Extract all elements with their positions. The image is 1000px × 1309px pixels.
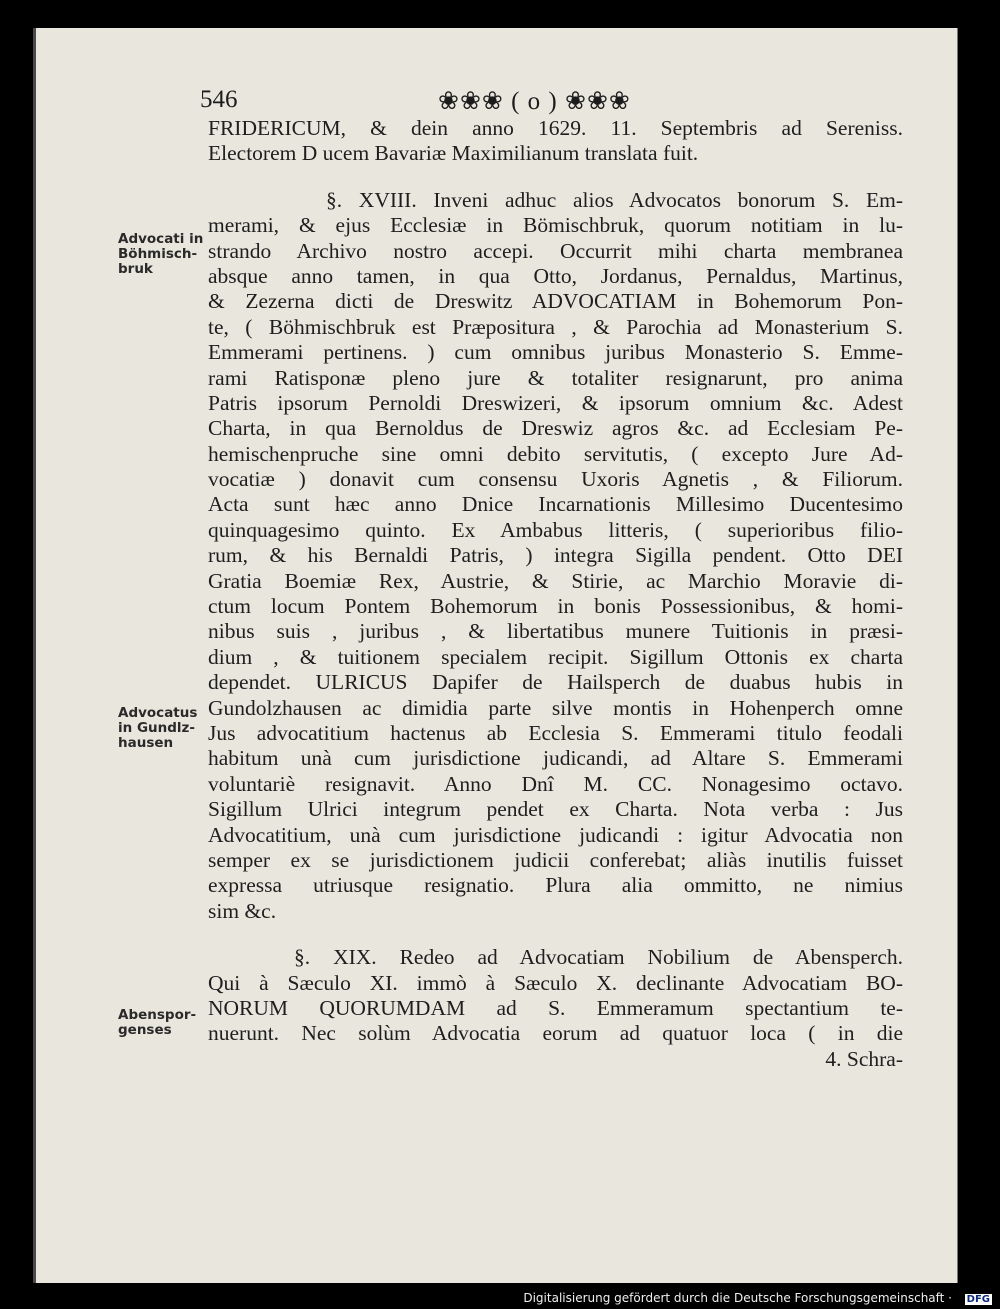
text-line: ctum locum Pontem Bohemorum in bonis Possessionibus, & homi- — [208, 594, 903, 619]
text-line: & Zezerna dicti de Dreswitz ADVOCATIAM in Bohemorum Pon- — [208, 289, 903, 314]
text-line: §. XIX. Redeo ad Advocatiam Nobilium de Abensperch. — [294, 945, 903, 970]
text-line: Jus advocatitium hactenus ab Ecclesia S. Emmerami titulo feodali — [208, 720, 903, 745]
text-line: NORUM QUORUMDAM ad S. Emmeramum spectantium te- — [208, 995, 903, 1020]
text-line: sim &c. — [208, 898, 277, 923]
text-line: hemischenpruche sine omni debito servitutis, ( excepto Jure Ad- — [208, 441, 903, 466]
text-line: Qui à Sæculo XI. immò à Sæculo X. declinante Advocatiam BO- — [208, 970, 903, 995]
text-line: Acta sunt hæc anno Dnice Incarnationis Millesimo Ducentesimo — [208, 492, 903, 517]
text-line: Charta, in qua Bernoldus de Dreswiz agros &c. ad Ecclesiam Pe- — [208, 416, 903, 441]
body-text — [208, 116, 903, 1072]
footer-bar — [0, 1283, 1000, 1309]
text-line: §. XVIII. Inveni adhuc alios Advocatos bonorum S. Em- — [326, 187, 903, 212]
header-ornament: ❀❀❀ ( o ) ❀❀❀ — [438, 88, 631, 115]
text-line: rum, & his Bernaldi Patris, ) integra Sigilla pendent. Otto DEI — [208, 543, 903, 568]
text-line: Gratia Boemiæ Rex, Austrie, & Stirie, ac Marchio Moravie di- — [208, 568, 903, 593]
catchword: 4. Schra- — [825, 1046, 903, 1071]
text-line: merami, & ejus Ecclesiæ in Bömischbruk, quorum notitiam in lu- — [208, 213, 903, 238]
text-line: semper ex se jurisdictionem judicii conferebat; aliàs inutilis fuisset — [208, 847, 903, 872]
page-number: 546 — [200, 86, 238, 113]
text-line: strando Archivo nostro accepi. Occurrit mihi charta membranea — [208, 238, 903, 263]
text-line: absque anno tamen, in qua Otto, Jordanus, Pernaldus, Martinus, — [208, 263, 903, 288]
text-line: dependet. ULRICUS Dapifer de Hailsperch de duabus hubis in — [208, 670, 903, 695]
text-line: vocatiæ ) donavit cum consensu Uxoris Agnetis , & Filiorum. — [208, 467, 903, 492]
text-line: Gundolzhausen ac dimidia parte silve montis in Hohenperch omne — [208, 695, 903, 720]
text-line: nuerunt. Nec solùm Advocatia eorum ad quatuor loca ( in die — [208, 1021, 903, 1046]
text-line: FRIDERICUM, & dein anno 1629. 11. Septembris ad Sereniss. — [208, 116, 903, 140]
text-line: Patris ipsorum Pernoldi Dreswizeri, & ipsorum omnium &c. Adest — [208, 390, 903, 415]
text-line: rami Ratisponæ pleno jure & totaliter resignarunt, pro anima — [208, 365, 903, 390]
text-line: Electorem D ucem Bavariæ Maximilianum translata fuit. — [208, 141, 699, 166]
funding-credit: Digitalisierung gefördert durch die Deutsche Forschungsgemeinschaft · — [523, 1291, 952, 1305]
text-line: habitum unà cum jurisdictione judicandi, ad Altare S. Emmerami — [208, 746, 903, 771]
text-line: Emmerami pertinens. ) cum omnibus juribus Monasterio S. Emme- — [208, 340, 903, 365]
text-line: expressa utriusque resignatio. Plura alia ommitto, ne nimius — [208, 873, 903, 898]
text-line: dium , & tuitionem specialem recipit. Sigillum Ottonis ex charta — [208, 644, 903, 669]
margin-note: Abenspor-genses — [118, 1007, 197, 1038]
margin-note: Advocati in Böhmisch-bruk — [118, 231, 204, 277]
text-line: Sigillum Ulrici integrum pendet ex Charta. Nota verba : Jus — [208, 797, 903, 822]
text-line: nibus suis , juribus , & libertatibus munere Tuitionis in præsi- — [208, 619, 903, 644]
text-line: voluntariè resignavit. Anno Dnî M. CC. Nonagesimo octavo. — [208, 771, 903, 796]
dfg-logo: DFG — [966, 1294, 990, 1305]
text-line: Advocatitium, unà cum jurisdictione judicandi : igitur Advocatia non — [208, 822, 903, 847]
text-line: te, ( Böhmischbruk est Præpositura , & Parochia ad Monasterium S. — [208, 314, 903, 339]
text-line: quinquagesimo quinto. Ex Ambabus litteris, ( superioribus filio- — [208, 517, 903, 542]
margin-note: Advocatus in Gundlz-hausen — [118, 705, 198, 751]
